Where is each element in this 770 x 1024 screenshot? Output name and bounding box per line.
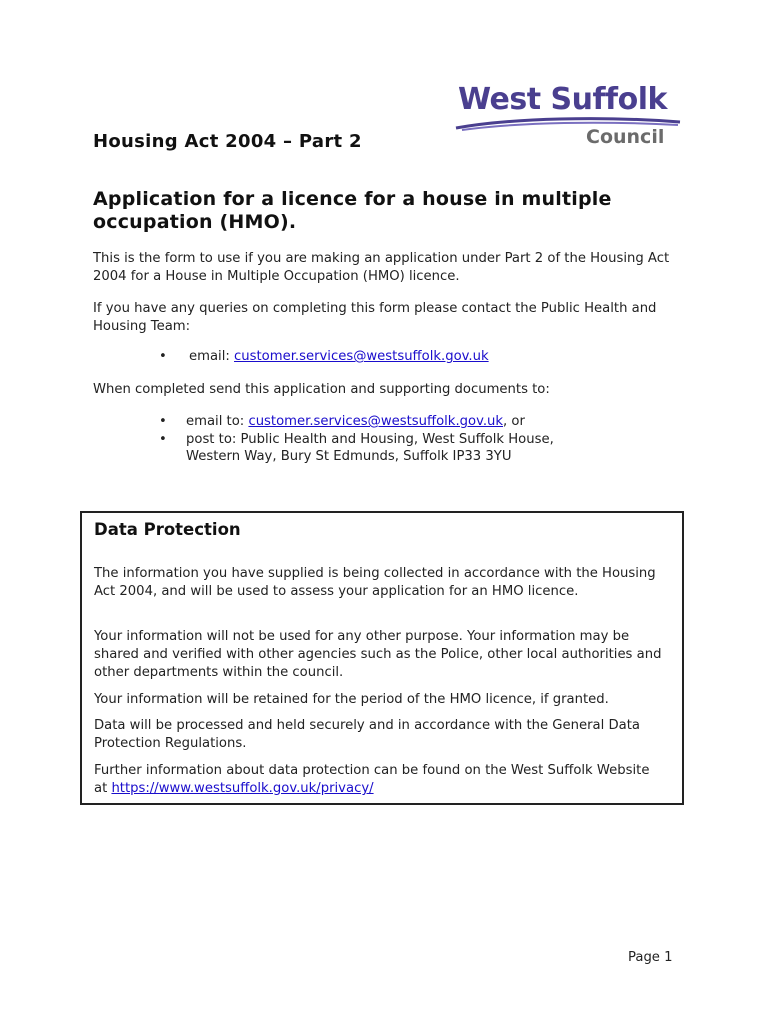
dp-paragraph-security: Data will be processed and held securely and in accordance with the General Data Protection Regulations. — [94, 718, 640, 751]
further-info-text: Further information about data protection can be found on the West Suffolk Website at — [94, 763, 650, 796]
query-email-link[interactable]: customer.services@westsuffolk.gov.uk — [234, 349, 489, 364]
email-suffix: , or — [503, 414, 525, 429]
part-title: Housing Act 2004 – Part 2 — [93, 131, 362, 152]
dp-paragraph-use: Your information will not be used for any other purpose. Your information may be shared and verified with other agencies such as the Police, other local authorities and other departments within the council. — [94, 629, 662, 680]
email-to-label: email to: — [186, 414, 249, 429]
page-number: Page 1 — [628, 950, 673, 965]
post-address-line-2: Western Way, Bury St Edmunds, Suffolk IP33 3YU — [186, 449, 512, 464]
data-protection-box — [80, 511, 684, 805]
dp-paragraph-retention: Your information will be retained for the period of the HMO licence, if granted. — [94, 692, 609, 707]
list-item — [93, 431, 693, 466]
dp-paragraph-collection: The information you have supplied is being collected in accordance with the Housing Act 2004, and will be used to assess your application for an HMO licence. — [94, 566, 656, 599]
list-item — [93, 348, 693, 366]
post-address-line-1: post to: Public Health and Housing, West Suffolk House, — [186, 431, 554, 447]
west-suffolk-council-logo — [452, 80, 684, 152]
send-email-link[interactable]: customer.services@westsuffolk.gov.uk — [248, 414, 504, 429]
dp-paragraph-further — [94, 762, 664, 798]
email-label: email: — [189, 349, 235, 364]
list-item — [93, 413, 693, 431]
bullet-icon: • — [159, 431, 167, 447]
query-contact-list — [93, 348, 693, 366]
data-protection-title: Data Protection — [94, 520, 241, 539]
send-to-list — [93, 413, 693, 466]
bullet-icon: • — [159, 414, 167, 429]
main-title: Application for a licence for a house in multiple occupation (HMO). — [93, 188, 612, 233]
intro-paragraph: This is the form to use if you are making an application under Part 2 of the Housing Act 2004 for a House in Multiple Occupation (HMO) licence. — [93, 251, 670, 284]
logo-council-text: Council — [586, 126, 665, 148]
logo-wordmark: West Suffolk — [458, 82, 667, 117]
send-to-paragraph: When completed send this application and supporting documents to: — [93, 382, 550, 397]
bullet-icon: • — [159, 349, 167, 364]
queries-paragraph: If you have any queries on completing this form please contact the Public Health and Housing Team: — [93, 301, 657, 334]
privacy-link[interactable]: https://www.westsuffolk.gov.uk/privacy/ — [111, 781, 374, 796]
